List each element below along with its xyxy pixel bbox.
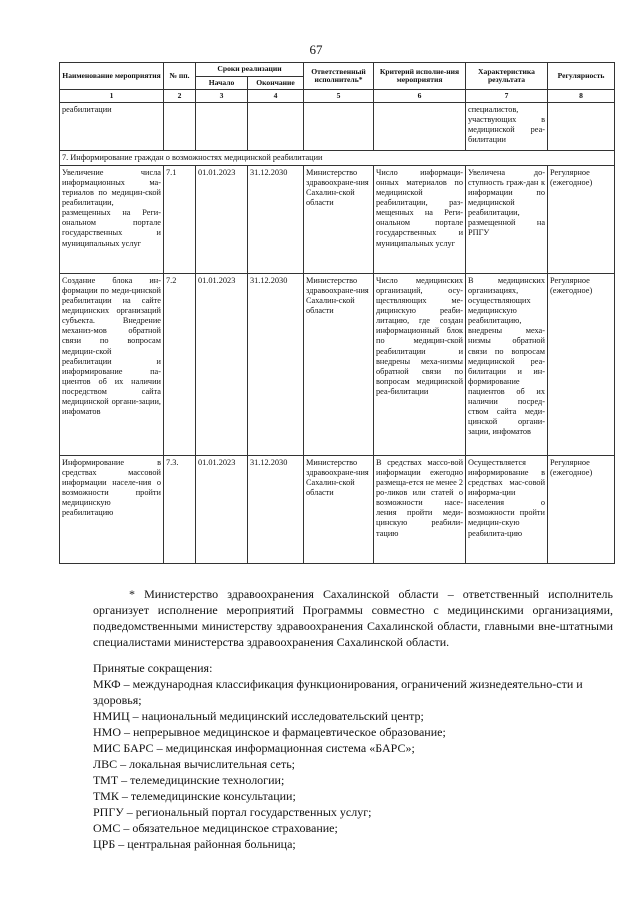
col-number: 8 bbox=[548, 90, 615, 102]
cell-empty bbox=[196, 102, 248, 150]
section-row bbox=[60, 150, 615, 165]
table-row bbox=[60, 455, 615, 563]
header-exec: Ответственный исполнитель* bbox=[304, 63, 374, 90]
measures-table bbox=[59, 62, 615, 564]
abbreviation-item: ОМС – обязательное медицинское страхование; bbox=[93, 821, 338, 835]
col-number: 5 bbox=[304, 90, 374, 102]
cell-regularity: Регулярное (ежегодное) bbox=[548, 273, 615, 455]
col-number: 3 bbox=[196, 90, 248, 102]
col-number: 4 bbox=[248, 90, 304, 102]
section-title: 7. Информирование граждан о возможностях медицинской реабилитации bbox=[60, 150, 615, 165]
cell-regularity: Регулярное (ежегодное) bbox=[548, 455, 615, 563]
cell-regularity: Регулярное (ежегодное) bbox=[548, 165, 615, 273]
header-name: Наименование мероприятия bbox=[60, 63, 164, 90]
cell-result: Увеличена до-ступность граж-дан к информации по медицинской реабилитации, размещенной на РПГУ bbox=[466, 165, 548, 273]
abbreviation-item: ЛВС – локальная вычислительная сеть; bbox=[93, 757, 296, 771]
cell-num: 7.2 bbox=[164, 273, 196, 455]
abbreviations-list bbox=[93, 660, 613, 852]
cell-start: 01.01.2023 bbox=[196, 273, 248, 455]
cell-num: 7.3. bbox=[164, 455, 196, 563]
cell-result: В медицинских организациях, осуществляющих медицинскую реабилитацию, внедрены меха-низмы обратной связи по вопросам медицинской реа-билитации и ин-формирование пациентов об их наличии посред-ством сайта меди-цинской органи-зации, инфоматов bbox=[466, 273, 548, 455]
cell-empty bbox=[548, 102, 615, 150]
header-start: Начало bbox=[196, 76, 248, 90]
cell-end: 31.12.2030 bbox=[248, 273, 304, 455]
cell-end: 31.12.2030 bbox=[248, 165, 304, 273]
header-criterion: Критерий исполне-ния мероприятия bbox=[374, 63, 466, 90]
header-end: Окончание bbox=[248, 76, 304, 90]
col-number: 7 bbox=[466, 90, 548, 102]
cell-empty bbox=[374, 102, 466, 150]
cell-exec: Министерство здравоохране-ния Сахалин-ской области bbox=[304, 273, 374, 455]
col-number: 6 bbox=[374, 90, 466, 102]
cell-empty bbox=[304, 102, 374, 150]
abbreviation-item: НМИЦ – национальный медицинский исследовательский центр; bbox=[93, 709, 424, 723]
cell-start: 01.01.2023 bbox=[196, 165, 248, 273]
table-row bbox=[60, 273, 615, 455]
abbreviation-item: НМО – непрерывное медицинское и фармацевтическое образование; bbox=[93, 725, 446, 739]
table-row bbox=[60, 102, 615, 150]
table-row bbox=[60, 165, 615, 273]
cell-criterion: В средствах массо-вой информации ежегодно размеща-ется не менее 2 ро-ликов или статей о возможности насе-ления пройти меди-цинскую реабили-тацию bbox=[374, 455, 466, 563]
abbreviations-title: Принятые сокращения: bbox=[93, 661, 213, 675]
header-result: Характеристика результата bbox=[466, 63, 548, 90]
page-number: 67 bbox=[309, 42, 323, 57]
cell-name: реабилитации bbox=[60, 102, 164, 150]
cell-result: Осуществляется информирование в средствах мас-совой информа-ции населения о возможности пройти медицин-скую реабилита-цию bbox=[466, 455, 548, 563]
footnote-text: * Министерство здравоохранения Сахалинской области – ответственный исполнитель организует исполнение мероприятий Программы совместно с медицинскими организациями, подведомственными министерству здравоохранения Сахалинской области, главными вне-штатными специалистами министерства здравоохранения Сахалинской области. bbox=[93, 587, 613, 649]
cell-criterion: Число информаци-онных материалов по медицинской реабилитации, раз-мещенных на Реги-ональном портале государственных и муниципальных услуг bbox=[374, 165, 466, 273]
cell-result: специалистов, участвующих в медицинской реа-билитации bbox=[466, 102, 548, 150]
header-regularity: Регулярность bbox=[548, 63, 615, 90]
abbreviation-item: ЦРБ – центральная районная больница; bbox=[93, 837, 296, 851]
abbreviation-item: МКФ – международная классификация функционирования, ограничений жизнедеятельно-сти и здоровья; bbox=[93, 677, 583, 707]
cell-name: Информирование в средствах массовой информации населе-ния о возможности пройти медицинскую реабилитацию bbox=[60, 455, 164, 563]
abbreviation-item: РПГУ – региональный портал государственных услуг; bbox=[93, 805, 372, 819]
abbreviation-item: ТМТ – телемедицинские технологии; bbox=[93, 773, 285, 787]
cell-start: 01.01.2023 bbox=[196, 455, 248, 563]
cell-num: 7.1 bbox=[164, 165, 196, 273]
header-terms: Сроки реализации bbox=[196, 63, 304, 77]
cell-name: Создание блока ин-формации по меди-цинской реабилитации на сайте медицинских организаций субъекта. Внедрение механиз-мов обратной связи по вопросам медицин-ской реабилитации и информирование па-циентов об их наличии посредством сайта медицинской органи-зации, инфоматов bbox=[60, 273, 164, 455]
cell-name: Увеличение числа информационных ма-териалов по медицин-ской реабилитации, размещенных на Реги-ональном портале государственных и муниципальных услуг bbox=[60, 165, 164, 273]
col-number: 2 bbox=[164, 90, 196, 102]
footnote bbox=[93, 586, 613, 650]
cell-exec: Министерство здравоохране-ния Сахалин-ской области bbox=[304, 455, 374, 563]
cell-criterion: Число медицинских организаций, осу-ществляющих ме-дицинскую реаби-литацию, где создан информационный блок по медицин-ской реабилитации и внедрены меха-низмы обратной связи по вопросам медицинской реа-билитации bbox=[374, 273, 466, 455]
cell-empty bbox=[248, 102, 304, 150]
col-number: 1 bbox=[60, 90, 164, 102]
abbreviation-item: ТМК – телемедицинские консультации; bbox=[93, 789, 296, 803]
abbreviation-item: МИС БАРС – медицинская информационная система «БАРС»; bbox=[93, 741, 415, 755]
header-num: № пп. bbox=[164, 63, 196, 90]
cell-empty bbox=[164, 102, 196, 150]
cell-end: 31.12.2030 bbox=[248, 455, 304, 563]
cell-exec: Министерство здравоохране-ния Сахалин-ской области bbox=[304, 165, 374, 273]
